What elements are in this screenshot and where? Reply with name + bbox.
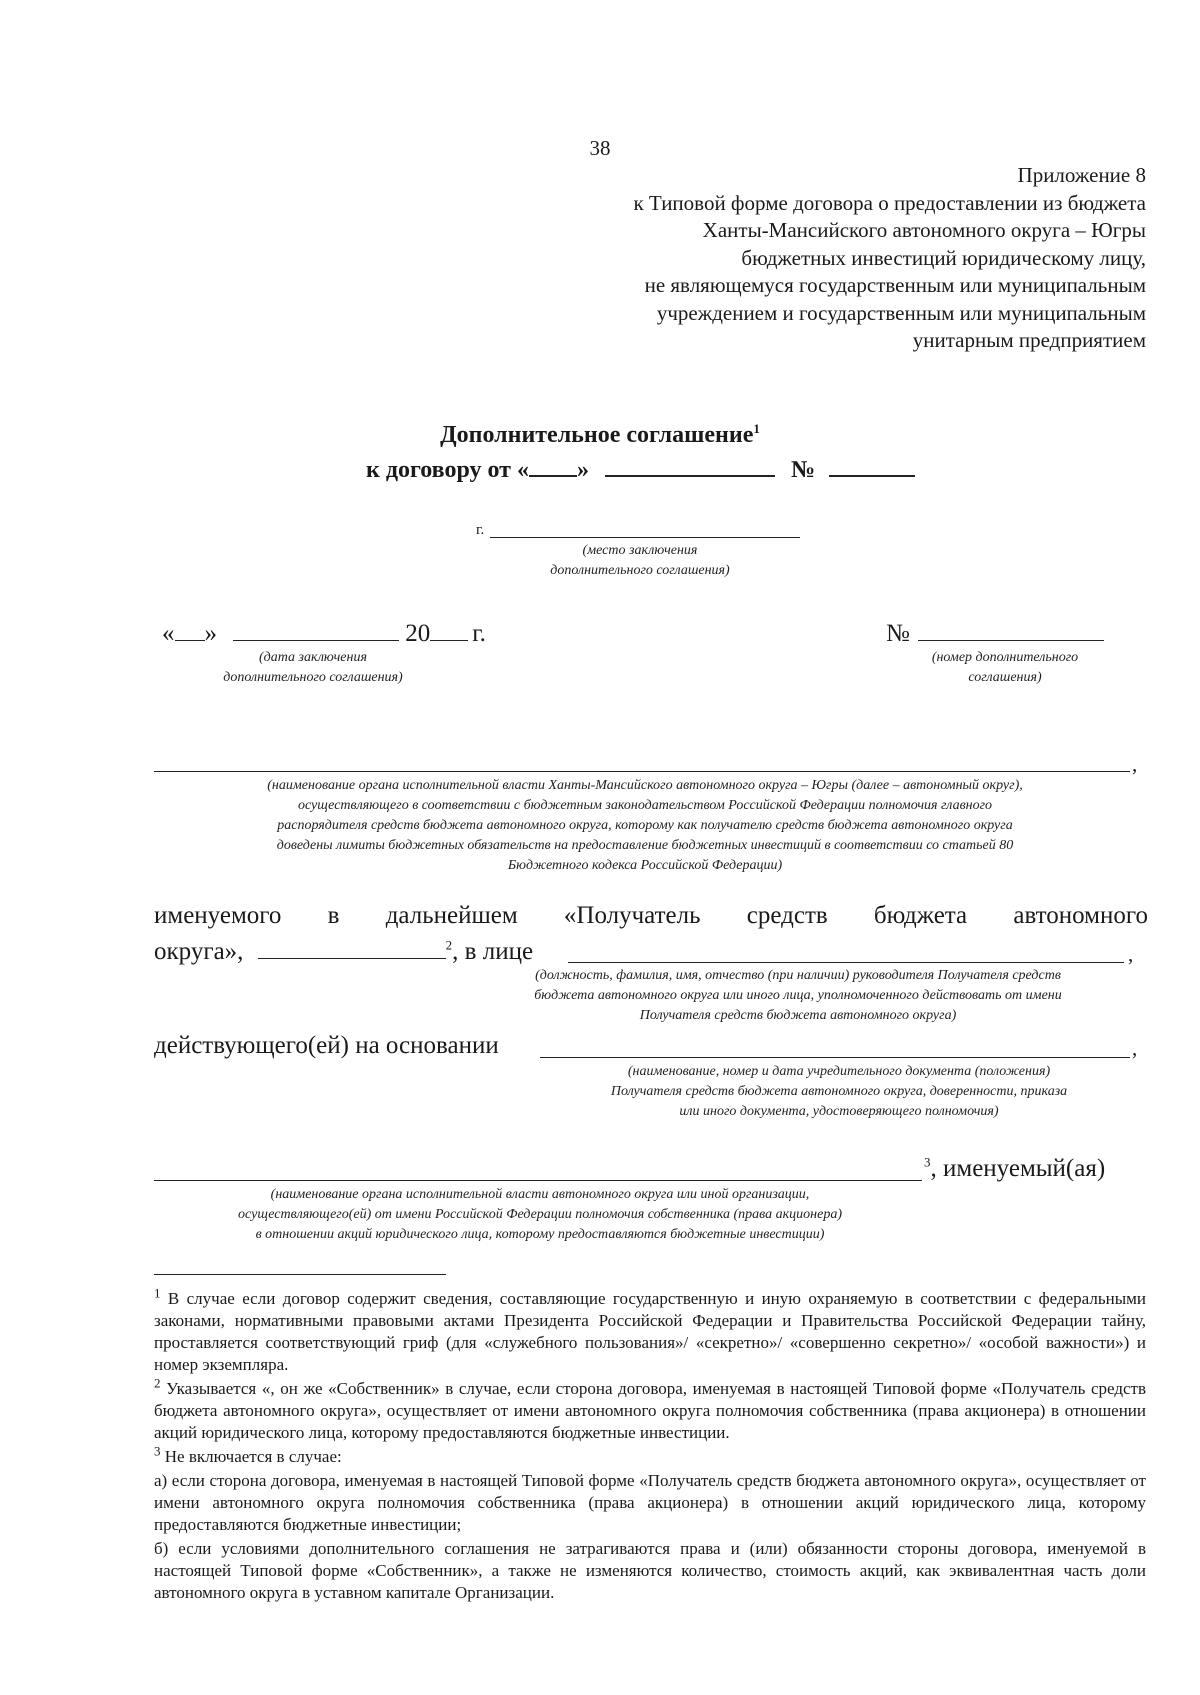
- authority-caption: [150, 776, 1140, 876]
- basis-prefix: действующего(ей) на основании: [154, 1032, 499, 1059]
- caption-line: или иного документа, удостоверяющего полномочия): [679, 1104, 999, 1119]
- contract-date-blank: [605, 455, 775, 477]
- appendix-line: бюджетных инвестиций юридическому лицу,: [741, 245, 1146, 270]
- page-number: 38: [589, 136, 611, 160]
- appendix-line: к Типовой форме договора о предоставлении из бюджета: [633, 190, 1146, 215]
- title-footnote-ref: 1: [753, 421, 760, 436]
- authority-comma: ,: [1132, 752, 1138, 776]
- recipient-line2: [154, 938, 533, 966]
- basis-comma: ,: [1132, 1036, 1138, 1060]
- caption-line: бюджета автономного округа или иного лица, уполномоченного действовать от имени: [534, 988, 1062, 1003]
- number-caption: [900, 648, 1110, 688]
- owner-footnote-ref: 3: [924, 1154, 931, 1170]
- appendix-line: учреждением и государственным или муниципальным: [656, 300, 1146, 325]
- recipient-comma: ,: [1128, 942, 1134, 966]
- number-sign: №: [886, 620, 910, 647]
- footnote-1: [154, 1285, 1146, 1376]
- title-no-sign: №: [790, 457, 816, 483]
- date-year-prefix: 20: [405, 620, 431, 647]
- contract-number-blank: [829, 455, 915, 477]
- number-line: [886, 620, 1104, 648]
- caption-line: (дата заключения: [259, 650, 367, 665]
- date-year-blank: [430, 620, 468, 641]
- date-quote-open: «: [162, 620, 175, 647]
- date-caption: [178, 648, 448, 688]
- caption-line: распорядителя средств бюджета автономного округа, которому как получателю средств бюджета автономного округа: [277, 818, 1013, 833]
- caption-line: Получателя средств бюджета автономного округа): [639, 1008, 957, 1023]
- caption-line: Получателя средств бюджета автономного округа, доверенности, приказа: [610, 1084, 1068, 1099]
- contract-day-blank: [529, 455, 577, 477]
- caption-line: дополнительного соглашения): [223, 670, 403, 685]
- recipient-caption: [456, 966, 1140, 1026]
- caption-line: осуществляющего в соответствии с бюджетным законодательством Российской Федерации полномочия главного: [297, 798, 993, 813]
- caption-line: (наименование органа исполнительной власти автономного округа или иной организации,: [270, 1187, 810, 1202]
- owner-blank: [154, 1180, 922, 1181]
- recipient-in-person: , в лице: [452, 938, 534, 965]
- footnote-text: В случае если договор содержит сведения, составляющие государственную и иную охраняемую в соответствии с федеральными законами, нормативными правовыми актами Президента Российской Федерации и Правительства Российской Федерации тайну, проставляется соответствующий гриф (для «служебного пользования»/ «секретно»/ «совершенно секретно»/ «особой важности») и номер экземпляра.: [154, 1289, 1146, 1374]
- title-quote-close: »: [576, 457, 589, 483]
- owner-suffix: , именуемый(ая): [930, 1155, 1106, 1182]
- appendix-header: [460, 162, 1146, 355]
- title-line2-prefix: к договору от «: [366, 457, 529, 483]
- footnote-3b: б) если условиями дополнительного соглашения не затрагиваются права и (или) обязанности стороны договора, именуемой в настоящей Типовой форме «Собственник», а также не изменяются количество, стоимость акций, как эквивалентная часть доли автономного округа в уставном капитале Организации.: [154, 1539, 1146, 1602]
- place-prefix: г.: [476, 522, 485, 538]
- appendix-line: Ханты-Мансийского автономного округа – Югры: [702, 218, 1146, 242]
- agreement-number-blank: [918, 620, 1104, 641]
- date-day-blank: [175, 620, 205, 641]
- representative-blank: [568, 962, 1124, 963]
- caption-line: соглашения): [968, 670, 1042, 685]
- footnote-mark: 1: [154, 1285, 161, 1301]
- caption-line: (место заключения: [582, 543, 698, 558]
- date-line: [162, 620, 486, 648]
- caption-line: Бюджетного кодекса Российской Федерации): [507, 858, 783, 873]
- caption-line: (должность, фамилия, имя, отчество (при наличии) руководителя Получателя средств: [535, 968, 1061, 983]
- date-quote-close: »: [204, 620, 217, 647]
- footnote-separator: [154, 1274, 446, 1275]
- caption-line: в отношении акций юридического лица, которому предоставляются бюджетные инвестиции): [255, 1227, 825, 1242]
- title-text: Дополнительное соглашение: [440, 422, 754, 448]
- caption-line: (наименование органа исполнительной власти Ханты-Мансийского автономного округа – Югры (далее – автономный округ),: [267, 778, 1023, 793]
- footnote-mark: 2: [154, 1375, 161, 1391]
- basis-caption: [544, 1062, 1134, 1122]
- document-title: [300, 422, 900, 449]
- caption-line: (наименование, номер и дата учредительного документа (положения): [627, 1064, 1051, 1079]
- place-caption: [490, 541, 790, 581]
- recipient-line1: именуемого в дальнейшем «Получатель средств бюджета автономного: [154, 902, 1148, 929]
- recipient-blank: [258, 938, 446, 959]
- caption-line: доведены лимиты бюджетных обязательств на предоставление бюджетных инвестиций в соответствии со статьей 80: [276, 838, 1014, 853]
- appendix-line: не являющемуся государственным или муниципальным: [644, 273, 1146, 297]
- footnote-text: Не включается в случае:: [160, 1447, 342, 1466]
- footnotes: [154, 1285, 1146, 1604]
- caption-line: (номер дополнительного: [931, 650, 1079, 665]
- place-blank: [490, 537, 800, 538]
- footnote-2: [154, 1375, 1146, 1444]
- recipient-prefix: округа»,: [154, 938, 244, 965]
- title-line2: [366, 455, 966, 484]
- owner-suffix-line: [924, 1155, 1105, 1183]
- owner-caption: [150, 1185, 930, 1245]
- caption-line: дополнительного соглашения): [550, 563, 730, 578]
- appendix-line: унитарным предприятием: [912, 328, 1146, 352]
- footnote-3: [154, 1443, 1146, 1468]
- footnote-mark: 3: [154, 1443, 161, 1459]
- authority-blank: [154, 771, 1130, 772]
- date-month-blank: [233, 620, 399, 641]
- footnote-text: Указывается «, он же «Собственник» в случае, если сторона договора, именуемая в настоящей Типовой форме «Получатель средств бюджета автономного округа», осуществляет от имени автономного округа полномочия собственника (права акционера) в отношении акций юридического лица, которому предоставляются бюджетные инвестиции.: [154, 1379, 1146, 1442]
- appendix-line: Приложение 8: [1017, 163, 1146, 187]
- footnote-3a: а) если сторона договора, именуемая в настоящей Типовой форме «Получатель средств бюджета автономного округа», осуществляет от имени автономного округа полномочия собственника (права акционера) в отношении акций юридического лица, которому предоставляются бюджетные инвестиции;: [154, 1471, 1146, 1534]
- recipient-footnote-ref: 2: [445, 937, 453, 953]
- caption-line: осуществляющего(ей) от имени Российской Федерации полномочия собственника (права акционера): [238, 1207, 842, 1222]
- basis-blank: [540, 1057, 1130, 1058]
- date-year-suffix: г.: [472, 620, 486, 647]
